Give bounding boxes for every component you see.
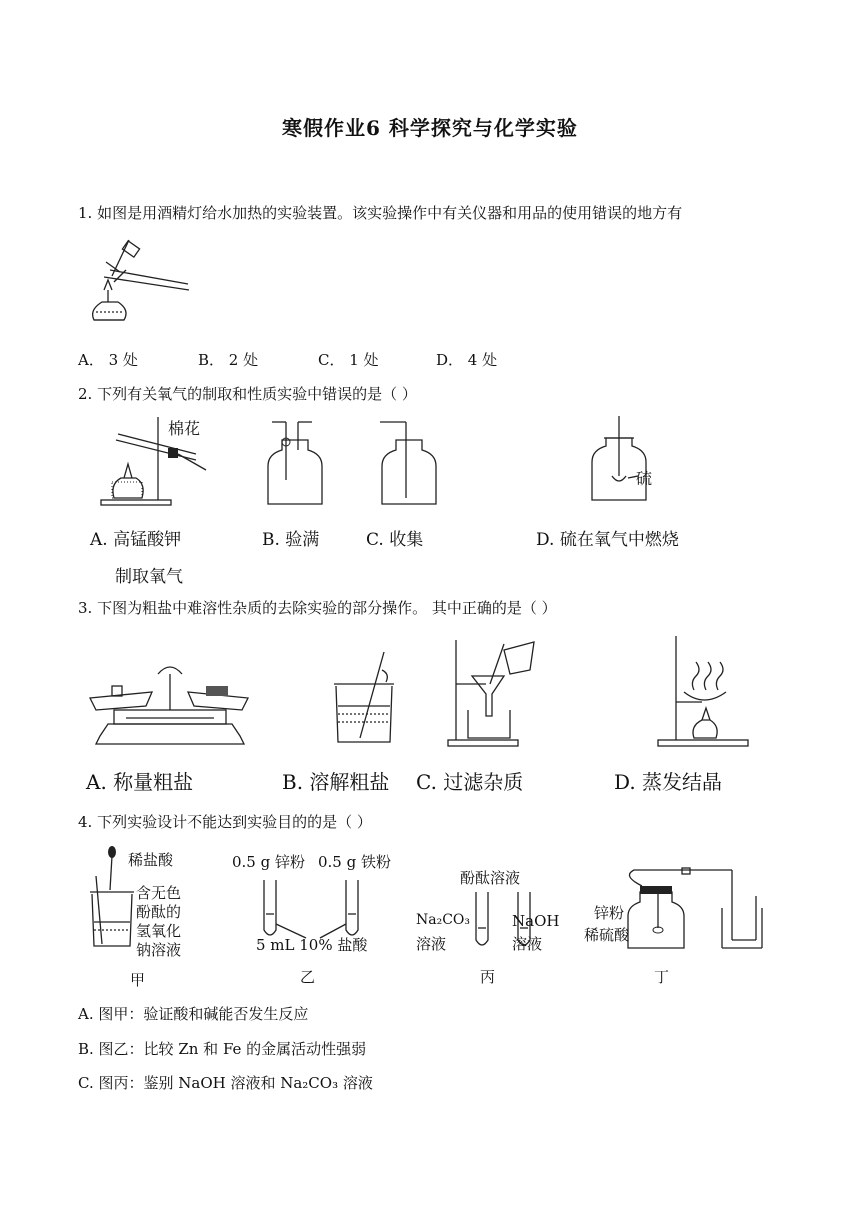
alcohol-lamp-heating-figure <box>84 232 194 332</box>
option-b[interactable]: B． 2 处 <box>198 351 259 369</box>
caption-2d: D. 硫在氧气中燃烧 <box>536 530 679 550</box>
gas-bottle-collect <box>376 420 442 506</box>
question-1-options <box>78 349 536 370</box>
jia-label: 甲 <box>130 971 146 989</box>
yi-label: 乙 <box>300 968 316 986</box>
yi-left-label: 0.5 g 锌粉 <box>232 853 305 871</box>
question-4-stem: 4. 下列实验设计不能达到实验目的的是（ ） <box>78 813 372 831</box>
option-c[interactable]: C． 1 处 <box>318 351 379 369</box>
jia-solution-3: 氢氧化 <box>136 922 182 940</box>
label-sulfur: 硫 <box>636 469 653 488</box>
option-a[interactable]: A． 3 处 <box>78 351 138 369</box>
ding-label: 丁 <box>654 968 670 986</box>
jia-solution-1: 含无色 <box>136 884 182 902</box>
jia-solution-4: 钠溶液 <box>136 941 182 959</box>
caption-2a: A. 高锰酸钾 <box>90 530 182 550</box>
ding-label-acid: 稀硫酸 <box>584 926 630 944</box>
caption-3a: A. 称量粗盐 <box>86 770 194 794</box>
caption-3b: B. 溶解粗盐 <box>282 770 390 794</box>
choice-c[interactable]: C. 图丙：鉴别 NaOH 溶液和 Na₂CO₃ 溶液 <box>78 1074 373 1092</box>
caption-3c: C. 过滤杂质 <box>416 770 524 794</box>
bing-top-label: 酚酞溶液 <box>460 869 521 887</box>
page-title: 寒假作业6 科学探究与化学实验 <box>282 116 578 140</box>
evaporation-figure <box>654 632 752 748</box>
bing-left-2: 溶液 <box>416 935 447 953</box>
caption-2a-line2: 制取氧气 <box>115 567 183 587</box>
ding-apparatus-figure <box>612 868 762 952</box>
jia-reagent-label: 稀盐酸 <box>128 851 174 869</box>
gas-bottle-full-test <box>262 420 328 506</box>
bing-right-2: 溶液 <box>512 935 543 953</box>
yi-right-label: 0.5 g 铁粉 <box>318 853 391 871</box>
question-2-stem: 2. 下列有关氧气的制取和性质实验中错误的是（ ） <box>78 385 417 403</box>
sulfur-burning-bottle <box>586 416 656 506</box>
bing-left-1: Na₂CO₃ <box>416 912 471 928</box>
balance-weighing-figure <box>86 640 254 748</box>
question-1-stem: 1. 如图是用酒精灯给水加热的实验装置。该实验操作中有关仪器和用品的使用错误的地方有 <box>78 204 683 222</box>
beaker-dissolving-figure <box>330 650 400 746</box>
ding-label-zinc: 锌粉 <box>594 904 625 922</box>
yi-bottom-label: 5 mL 10% 盐酸 <box>256 936 368 954</box>
bing-right-1: NaOH <box>512 912 560 930</box>
choice-a[interactable]: A. 图甲：验证酸和碱能否发生反应 <box>78 1005 309 1023</box>
bing-label: 丙 <box>480 968 496 986</box>
option-d[interactable]: D． 4 处 <box>436 351 498 369</box>
filtration-figure <box>446 636 538 746</box>
caption-2b: B. 验满 <box>262 530 320 550</box>
jia-solution-2: 酚酞的 <box>136 903 182 921</box>
choice-b[interactable]: B. 图乙：比较 Zn 和 Fe 的金属活动性强弱 <box>78 1040 367 1058</box>
caption-3d: D. 蒸发结晶 <box>614 770 723 794</box>
question-3-stem: 3. 下图为粗盐中难溶性杂质的去除实验的部分操作。 其中正确的是（ ） <box>78 599 557 617</box>
label-cotton: 棉花 <box>168 419 201 438</box>
caption-2c: C. 收集 <box>366 530 424 550</box>
